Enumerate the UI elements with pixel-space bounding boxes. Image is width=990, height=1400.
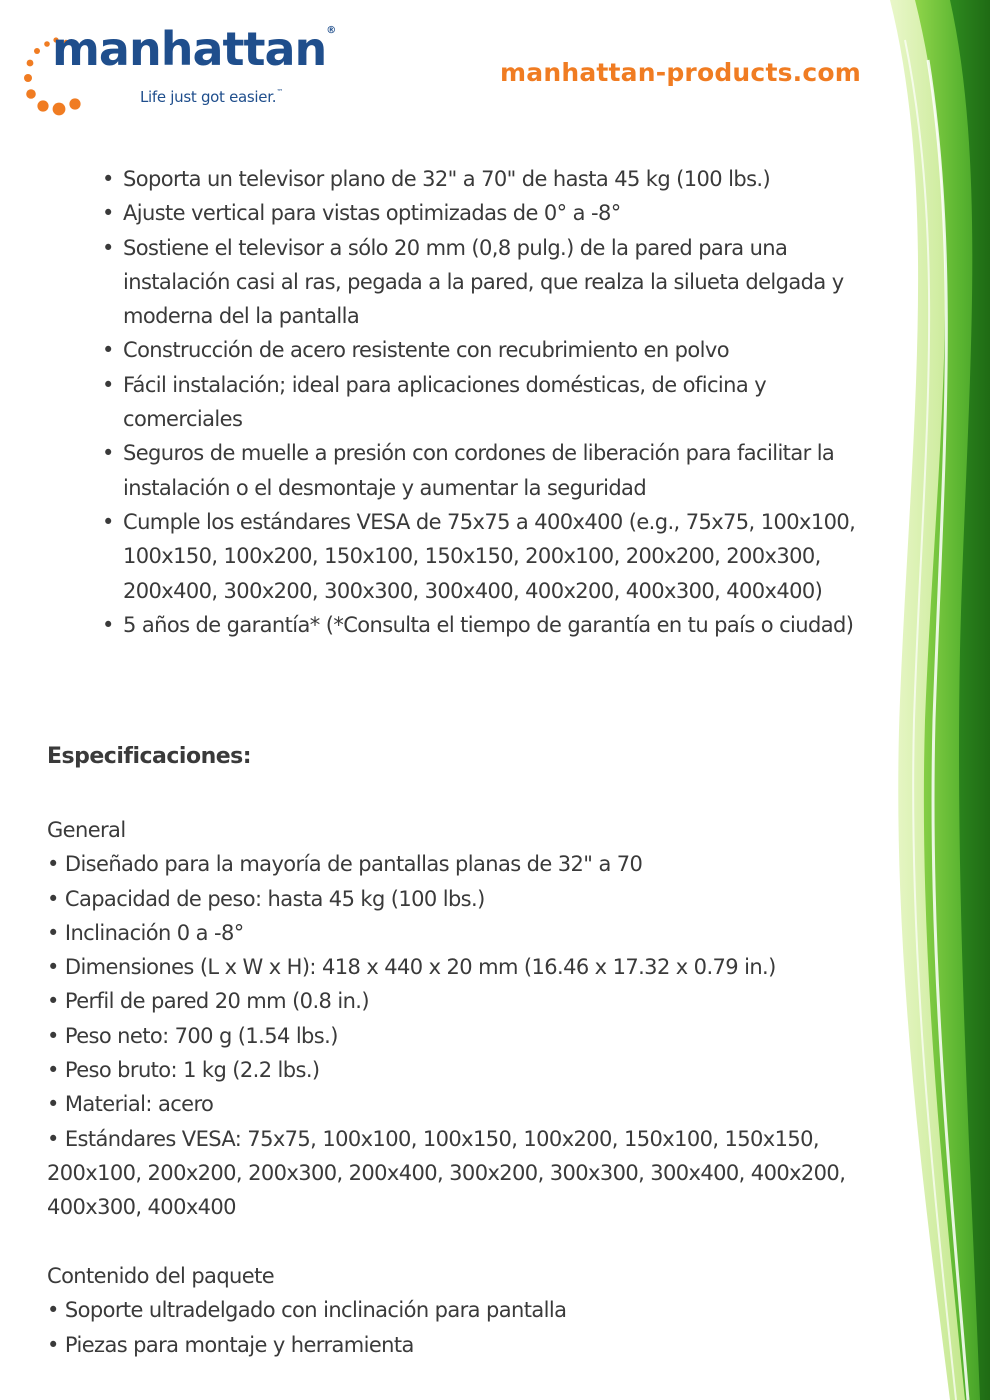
package-heading: Contenido del paquete	[47, 1264, 275, 1288]
package-contents	[47, 1259, 862, 1362]
package-item: • Soporte ultradelgado con inclinación para pantalla	[47, 1298, 567, 1323]
spec-item: • Inclinación 0 a -8°	[47, 920, 244, 945]
general-heading: General	[47, 818, 126, 842]
spec-item: • Material: acero	[47, 1092, 214, 1117]
feature-list	[102, 162, 862, 642]
feature-item: • Soporta un televisor plano de 32" a 70" de hasta 45 kg (100 lbs.)	[102, 162, 862, 196]
feature-item: • Cumple los estándares VESA de 75x75 a 400x400 (e.g., 75x75, 100x100, 100x150, 100x200, 150x100, 150x150, 200x100, 200x200, 200x300, 200x400, 300x200, 300x300, 300x400, 400x200, 400x300, 400x400)	[102, 505, 862, 608]
feature-item: • Fácil instalación; ideal para aplicaciones domésticas, de oficina y comerciales	[102, 368, 862, 437]
spec-item: • Peso neto: 700 g (1.54 lbs.)	[47, 1023, 338, 1048]
spec-item: • Peso bruto: 1 kg (2.2 lbs.)	[47, 1058, 320, 1083]
feature-item: • Construcción de acero resistente con recubrimiento en polvo	[102, 333, 862, 367]
spec-item: • Dimensiones (L x W x H): 418 x 440 x 20 mm (16.46 x 17.32 x 0.79 in.)	[47, 955, 776, 980]
feature-item: • Seguros de muelle a presión con cordones de liberación para facilitar la instalación o el desmontaje y aumentar la seguridad	[102, 436, 862, 505]
general-specs	[47, 813, 862, 1225]
spec-item: • Estándares VESA: 75x75, 100x100, 100x150, 100x200, 150x100, 150x150, 200x100, 200x200, 200x300, 200x400, 300x200, 300x300, 300x400, 400x200, 400x300, 400x400	[47, 1126, 846, 1220]
spec-item: • Capacidad de peso: hasta 45 kg (100 lbs.)	[47, 886, 485, 911]
spec-item: • Perfil de pared 20 mm (0.8 in.)	[47, 989, 369, 1014]
feature-item: • 5 años de garantía* (*Consulta el tiempo de garantía en tu país o ciudad)	[102, 608, 862, 642]
logo-tagline: Life just got easier.™	[140, 88, 283, 106]
specifications-title: Especificaciones:	[47, 744, 252, 769]
logo-wordmark: manhattan®	[52, 22, 336, 76]
feature-item: • Sostiene el televisor a sólo 20 mm (0,8 pulg.) de la pared para una instalación casi al ras, pegada a la pared, que realza la silueta delgada y moderna del la pantalla	[102, 231, 862, 334]
package-item: • Piezas para montaje y herramienta	[47, 1332, 414, 1357]
brand-logo	[22, 18, 336, 118]
spec-item: • Diseñado para la mayoría de pantallas planas de 32" a 70	[47, 852, 643, 877]
website-url: manhattan-products.com	[500, 58, 862, 87]
feature-item: • Ajuste vertical para vistas optimizadas de 0° a -8°	[102, 196, 862, 230]
